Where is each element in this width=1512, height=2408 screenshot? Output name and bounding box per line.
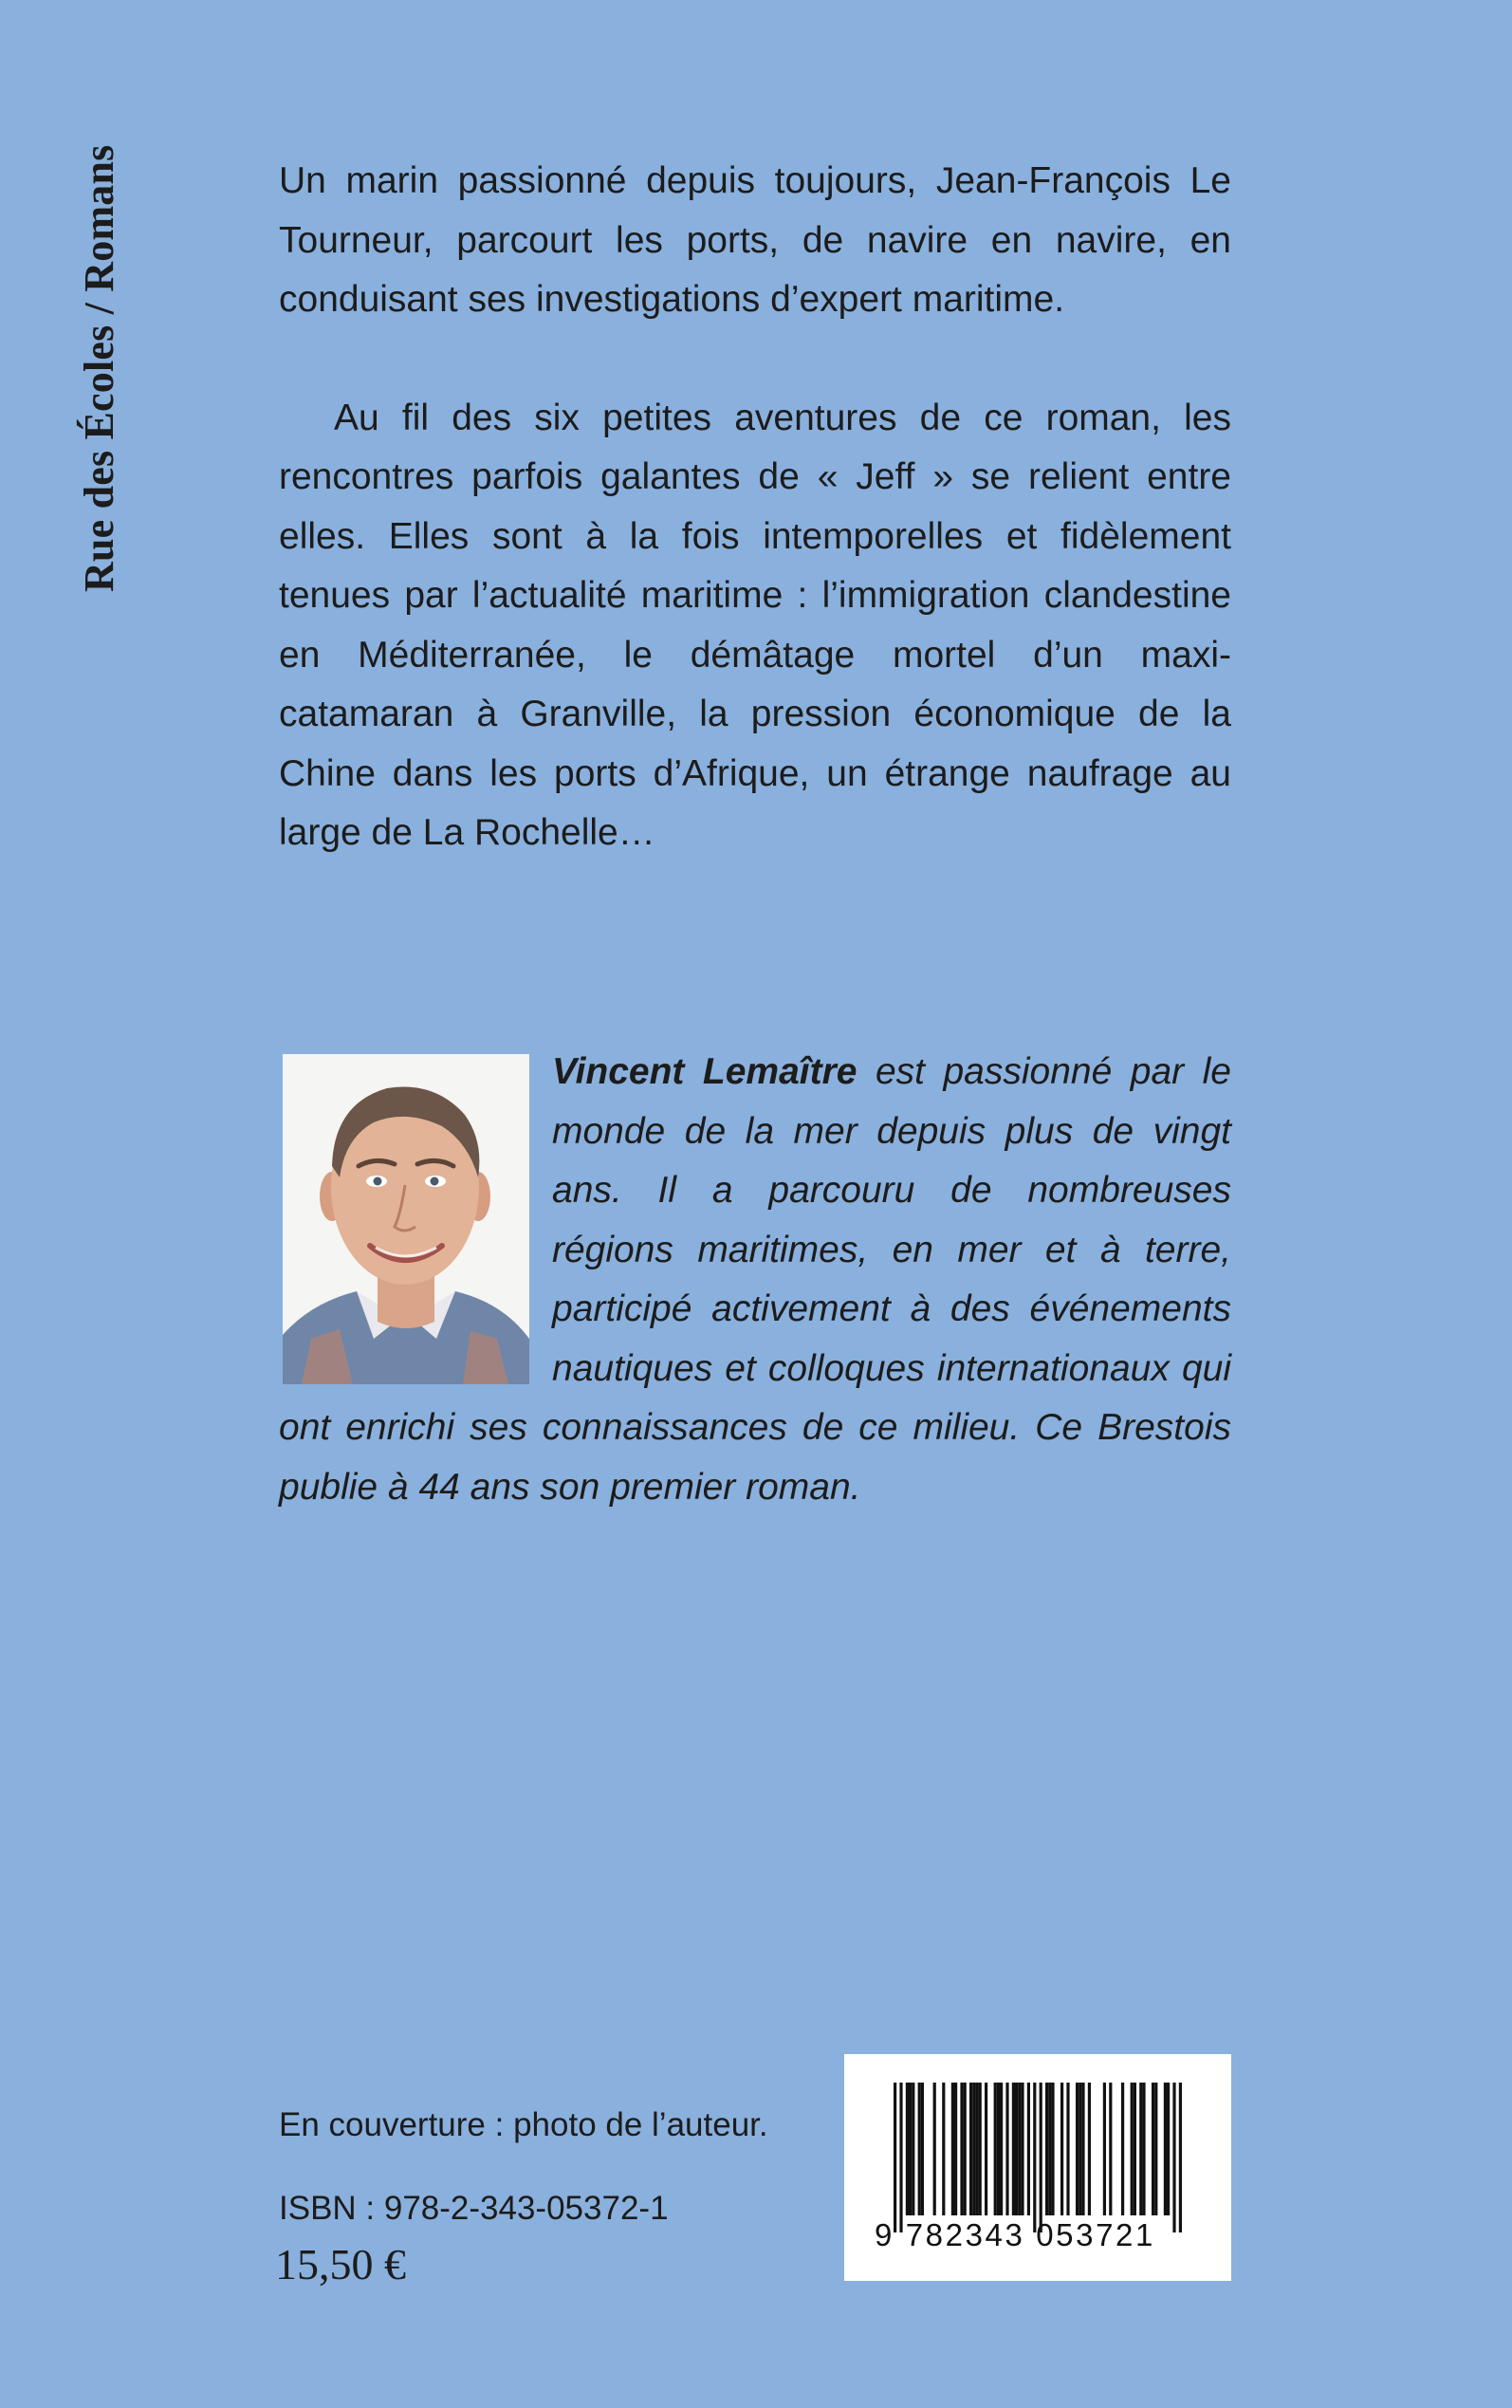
barcode-bar [1027, 2083, 1030, 2215]
barcode-bar [985, 2083, 987, 2215]
barcode-bar [906, 2083, 909, 2215]
blurb-paragraph-1: Un marin passionné depuis toujours, Jean-François Le Tourneur, parcourt les ports, de navire en navire, en conduisant ses investigations d’expert maritime. [279, 160, 1231, 320]
barcode-bar [1121, 2083, 1124, 2215]
author-section [279, 1043, 1231, 1517]
barcode-bar [899, 2083, 902, 2232]
barcode-bar [994, 2083, 997, 2215]
book-price: 15,50 € [275, 2240, 406, 2288]
barcode-bar [1142, 2083, 1145, 2215]
barcode-bar [1152, 2083, 1154, 2215]
barcode-bar [894, 2083, 896, 2232]
barcode-bar [1015, 2083, 1018, 2215]
barcode-bar [912, 2083, 914, 2215]
author-bio: est passionné par le monde de la mer depuis plus de vingt ans. Il a parcouru de nombreuses régions maritimes, en mer et à terre, participé activement à des événements nautiques et colloques internationaux qui ont enrichi ses connaissances de ce milieu. Ce Brestois publie à 44 ans son premier roman. [279, 1051, 1231, 1508]
barcode-bar [1051, 2083, 1054, 2215]
barcode-bar [1040, 2083, 1042, 2232]
barcode-bar [997, 2083, 1000, 2215]
barcode-bar [918, 2083, 921, 2215]
barcode-bar [1066, 2083, 1069, 2215]
barcode-bar [975, 2083, 978, 2215]
barcode-bar [921, 2083, 924, 2215]
barcode-bar [954, 2083, 957, 2215]
barcode-bar [1179, 2083, 1182, 2232]
barcode-bar [1076, 2083, 1079, 2215]
barcode-bar [1018, 2083, 1021, 2215]
barcode-bar [1060, 2083, 1063, 2215]
barcode-bar [960, 2083, 963, 2215]
barcode-bar [979, 2083, 982, 2215]
barcode-bar [1088, 2083, 1091, 2215]
barcode-bar [933, 2083, 936, 2215]
series-label-text: Rue des Écoles / Romans [76, 144, 122, 592]
author-photo [283, 1054, 529, 1384]
barcode-bar [1048, 2083, 1051, 2215]
barcode-bar [909, 2083, 912, 2215]
isbn-number: ISBN : 978-2-343-05372-1 [279, 2190, 669, 2227]
barcode-bar [969, 2083, 972, 2215]
barcode-bar [1154, 2083, 1157, 2215]
barcode-bar [1172, 2083, 1175, 2232]
cover-photo-credit: En couverture : photo de l’auteur. [279, 2106, 768, 2143]
author-name: Vincent Lemaître [552, 1051, 857, 1092]
barcode-bar [1021, 2083, 1023, 2215]
barcode-bar [942, 2083, 945, 2215]
barcode-bar [1131, 2083, 1134, 2215]
barcode-bar [1000, 2083, 1003, 2215]
back-cover-blurb [279, 152, 1231, 863]
barcode-bar [1033, 2083, 1036, 2232]
barcode-bar [951, 2083, 954, 2215]
barcode-bar [1109, 2083, 1112, 2215]
barcode-bar [1103, 2083, 1106, 2215]
barcode-bar [972, 2083, 975, 2215]
barcode-bar [1167, 2083, 1170, 2215]
barcode-bar [1139, 2083, 1142, 2215]
barcode-bar [964, 2083, 967, 2215]
barcode-bar [1134, 2083, 1136, 2215]
barcode-bar [1164, 2083, 1167, 2215]
barcode-panel [844, 2054, 1231, 2281]
barcode-digits: 9 782343 053721 [875, 2217, 1155, 2252]
barcode-bar [1012, 2083, 1015, 2215]
barcode-bar [1079, 2083, 1081, 2215]
blurb-paragraph-2: Au fil des six petites aventures de ce roman, les rencontres parfois galantes de « Jeff » se relient entre elles. Elles sont à la fois intemporelles et fidèlement tenues par l’actualité maritime : l’immigration clandestine en Méditerranée, le démâtage mortel d’un maxi-catamaran à Granville, la pression économique de la Chine dans les ports d’Afrique, un étrange naufrage au large de La Rochelle… [279, 397, 1231, 853]
author-portrait-image [283, 1054, 529, 1384]
barcode-bar [1081, 2083, 1084, 2215]
barcode-bar [1045, 2083, 1048, 2215]
barcode-bar [1005, 2083, 1008, 2215]
